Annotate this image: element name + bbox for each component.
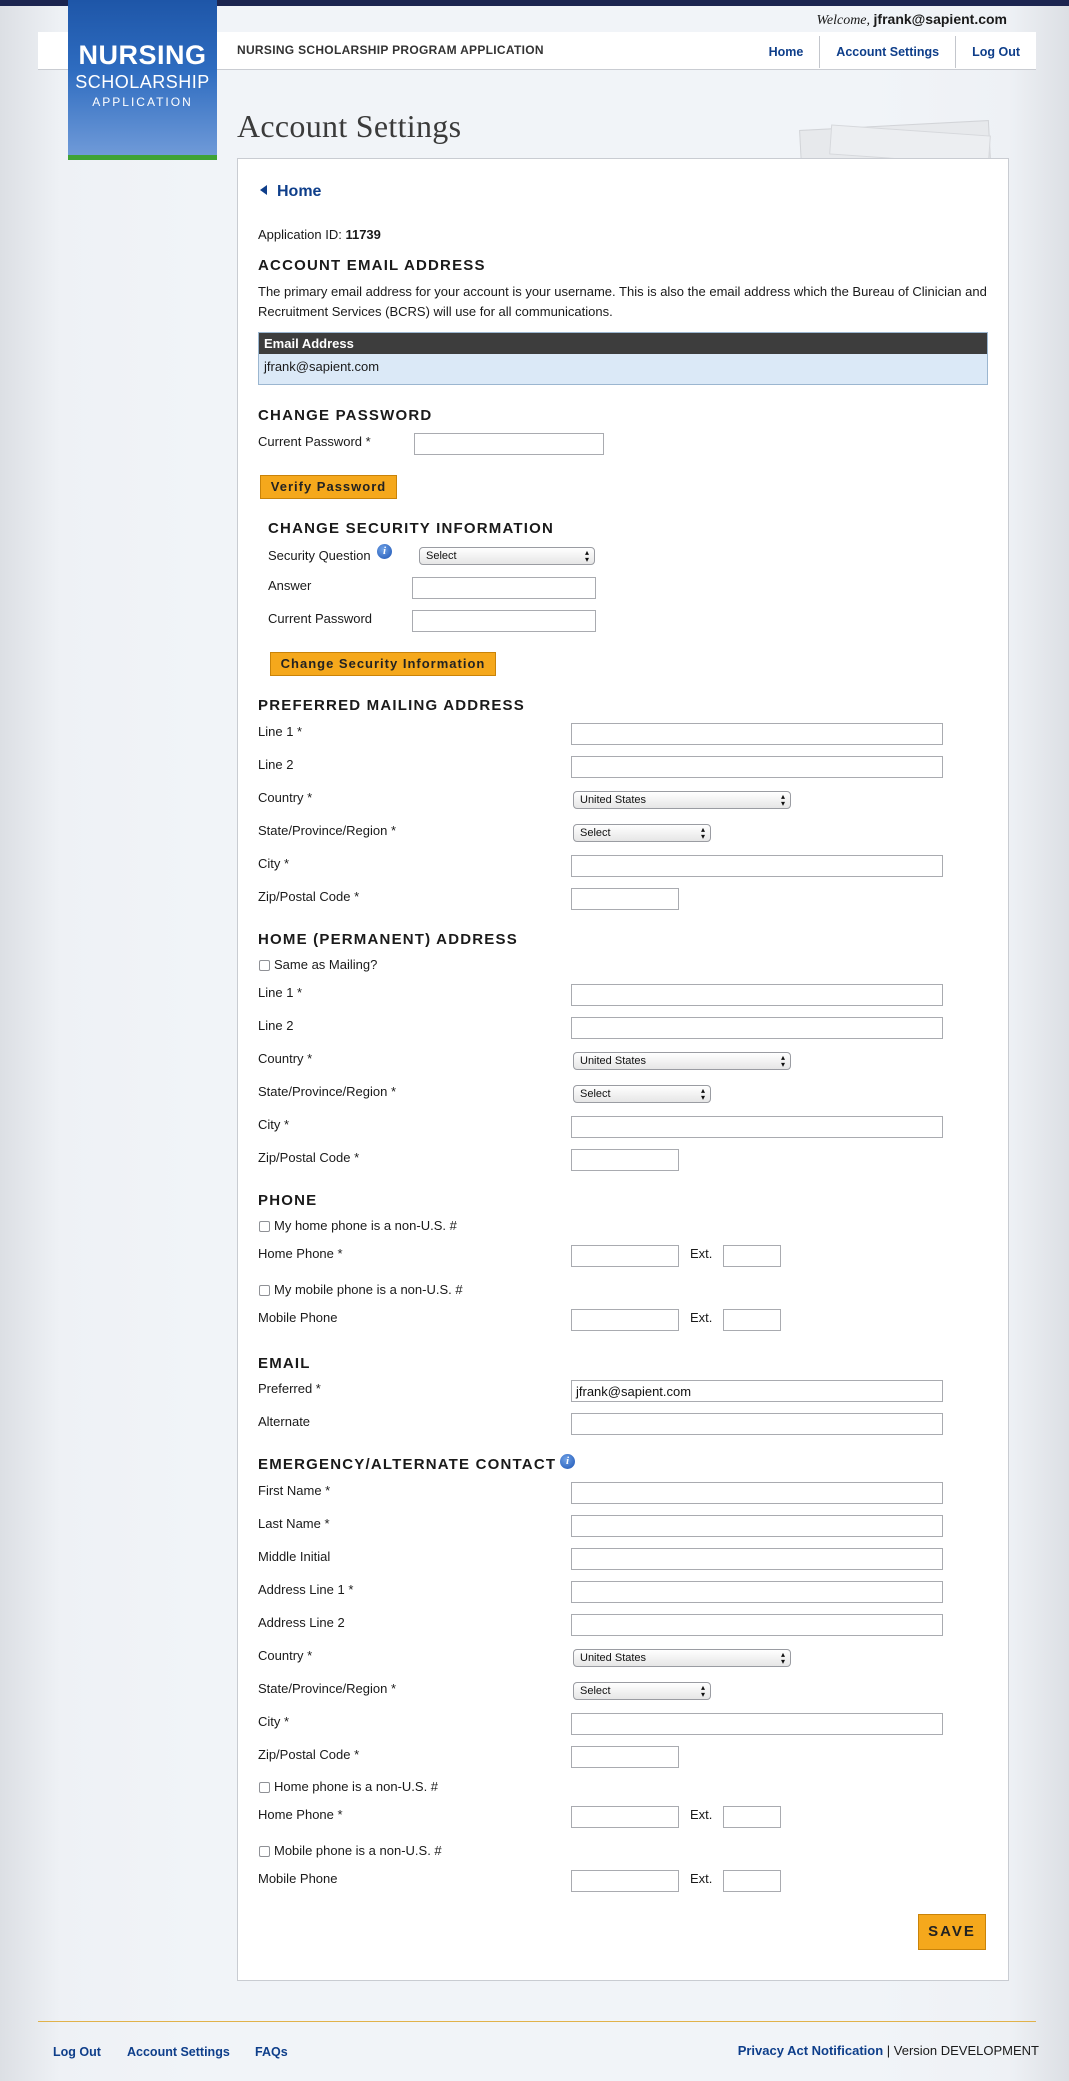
change-password-heading: CHANGE PASSWORD [258, 407, 433, 424]
phone-heading: PHONE [258, 1192, 318, 1209]
emergency-country-value: United States [580, 1652, 647, 1664]
main-panel [237, 158, 1009, 1981]
home-phone-ext-label: Ext. [690, 1246, 713, 1261]
mobile-phone-label: Mobile Phone [258, 1310, 338, 1325]
emergency-mobile-ext-input[interactable] [723, 1870, 781, 1892]
mailing-country-label: Country * [258, 790, 313, 805]
footer-log-out-link[interactable]: Log Out [53, 2045, 101, 2059]
back-home-link[interactable] [260, 183, 321, 201]
emergency-mobile-phone-label: Mobile Phone [258, 1871, 338, 1886]
account-email-description: The primary email address for your account is your username. This is also the email address which the Bureau of Clinician and Recruitment Services (BCRS) will use for all communications. [258, 284, 987, 319]
change-security-button[interactable]: Change Security Information [270, 652, 496, 676]
emergency-state-label: State/Province/Region * [258, 1681, 397, 1696]
emergency-heading: EMERGENCY/ALTERNATE CONTACT [258, 1456, 557, 1473]
emergency-home-ext-input[interactable] [723, 1806, 781, 1828]
home-line1-label: Line 1 * [258, 985, 303, 1000]
emergency-first-name-label: First Name * [258, 1483, 331, 1498]
emergency-home-ext-label: Ext. [690, 1807, 713, 1822]
select-arrow-icon: ▴ ▾ [700, 1086, 705, 1102]
preferred-email-input[interactable]: jfrank@sapient.com [571, 1380, 943, 1402]
select-arrow-icon: ▴ ▾ [780, 1650, 785, 1666]
home-country-label: Country * [258, 1051, 313, 1066]
mailing-zip-label: Zip/Postal Code * [258, 889, 360, 904]
emergency-home-phone-label: Home Phone * [258, 1807, 343, 1822]
emergency-mobile-nonus-label: Mobile phone is a non-U.S. # [274, 1843, 442, 1858]
mobile-phone-nonus-label: My mobile phone is a non-U.S. # [274, 1282, 463, 1297]
footer-account-settings-link[interactable]: Account Settings [127, 2045, 230, 2059]
email-table-header: Email Address [259, 333, 987, 354]
back-triangle-icon [260, 185, 267, 195]
welcome-message [817, 11, 1008, 29]
emergency-mobile-nonus-checkbox[interactable] [259, 1846, 270, 1857]
mobile-phone-input[interactable] [571, 1309, 679, 1331]
welcome-prefix: Welcome, [816, 13, 871, 28]
privacy-act-link[interactable]: Privacy Act Notification [737, 2043, 884, 2058]
home-city-input[interactable] [571, 1116, 943, 1138]
emergency-state-value: Select [580, 1685, 611, 1697]
mailing-state-select[interactable] [573, 824, 711, 842]
app-title: NURSING SCHOLARSHIP PROGRAM APPLICATION [237, 43, 544, 57]
home-country-select[interactable] [573, 1052, 791, 1070]
footer-right [738, 2043, 1039, 2058]
welcome-user: jfrank@sapient.com [873, 11, 1007, 27]
security-password-input[interactable] [412, 610, 596, 632]
alternate-email-input[interactable] [571, 1413, 943, 1435]
emergency-mobile-ext-label: Ext. [690, 1871, 713, 1886]
emergency-address1-label: Address Line 1 * [258, 1582, 354, 1597]
home-country-value: United States [580, 1055, 647, 1067]
select-arrow-icon: ▴ ▾ [700, 825, 705, 841]
footer-faqs-link[interactable]: FAQs [255, 2045, 288, 2059]
current-password-input[interactable] [414, 433, 604, 455]
select-arrow-icon: ▴ ▾ [584, 548, 589, 564]
mailing-zip-input[interactable] [571, 888, 679, 910]
emergency-city-label: City * [258, 1714, 290, 1729]
home-address-heading: HOME (PERMANENT) ADDRESS [258, 931, 518, 948]
mailing-state-label: State/Province/Region * [258, 823, 397, 838]
nav-account-settings[interactable]: Account Settings [819, 36, 955, 68]
save-button[interactable]: SAVE [918, 1914, 986, 1950]
version-text: | Version DEVELOPMENT [886, 2043, 1039, 2058]
home-state-select[interactable] [573, 1085, 711, 1103]
emergency-home-phone-input[interactable] [571, 1806, 679, 1828]
home-phone-nonus-checkbox[interactable] [259, 1221, 270, 1232]
account-email-heading: ACCOUNT EMAIL ADDRESS [258, 257, 486, 274]
emergency-country-select[interactable] [573, 1649, 791, 1667]
emergency-middle-initial-input[interactable] [571, 1548, 943, 1570]
same-as-mailing-label: Same as Mailing? [274, 957, 378, 972]
emergency-home-nonus-label: Home phone is a non-U.S. # [274, 1779, 439, 1794]
alternate-email-label: Alternate [258, 1414, 311, 1429]
emergency-last-name-label: Last Name * [258, 1516, 330, 1531]
emergency-city-input[interactable] [571, 1713, 943, 1735]
mobile-phone-nonus-checkbox[interactable] [259, 1285, 270, 1296]
page-title: Account Settings [237, 108, 462, 144]
emergency-country-label: Country * [258, 1648, 313, 1663]
email-heading: EMAIL [258, 1355, 311, 1372]
mailing-city-label: City * [258, 856, 290, 871]
home-state-value: Select [580, 1088, 611, 1100]
mailing-city-input[interactable] [571, 855, 943, 877]
emergency-first-name-input[interactable] [571, 1482, 943, 1504]
logo-line2: SCHOLARSHIP [75, 72, 210, 92]
mailing-line1-input[interactable] [571, 723, 943, 745]
home-zip-label: Zip/Postal Code * [258, 1150, 360, 1165]
same-as-mailing-checkbox[interactable] [259, 960, 270, 971]
emergency-zip-input[interactable] [571, 1746, 679, 1768]
preferred-email-label: Preferred * [258, 1381, 321, 1396]
mailing-line1-label: Line 1 * [258, 724, 303, 739]
emergency-home-nonus-checkbox[interactable] [259, 1782, 270, 1793]
mailing-line2-input[interactable] [571, 756, 943, 778]
home-phone-ext-input[interactable] [723, 1245, 781, 1267]
application-id-label: Application ID: [258, 227, 342, 242]
application-id [258, 227, 381, 242]
select-arrow-icon: ▴ ▾ [780, 792, 785, 808]
mailing-heading: PREFERRED MAILING ADDRESS [258, 697, 525, 714]
emergency-middle-initial-label: Middle Initial [258, 1549, 331, 1564]
mobile-phone-ext-label: Ext. [690, 1310, 713, 1325]
mailing-country-value: United States [580, 794, 647, 806]
emergency-address2-input[interactable] [571, 1614, 943, 1636]
home-phone-label: Home Phone * [258, 1246, 343, 1261]
security-answer-input[interactable] [412, 577, 596, 599]
security-question-select[interactable] [419, 547, 595, 565]
application-id-value: 11739 [345, 227, 381, 242]
security-question-label: Security Question [268, 548, 371, 563]
select-arrow-icon: ▴ ▾ [780, 1053, 785, 1069]
logo-line3: APPLICATION [92, 95, 193, 109]
emergency-address2-label: Address Line 2 [258, 1615, 345, 1630]
home-phone-input[interactable] [571, 1245, 679, 1267]
nav-home[interactable]: Home [768, 45, 804, 59]
emergency-last-name-input[interactable] [571, 1515, 943, 1537]
home-line2-label: Line 2 [258, 1018, 294, 1033]
logo[interactable] [68, 0, 217, 160]
emergency-address1-input[interactable] [571, 1581, 943, 1603]
emergency-state-select[interactable] [573, 1682, 711, 1700]
info-icon[interactable]: i [560, 1454, 575, 1469]
mailing-state-value: Select [580, 827, 611, 839]
security-heading: CHANGE SECURITY INFORMATION [268, 520, 555, 537]
emergency-zip-label: Zip/Postal Code * [258, 1747, 360, 1762]
security-answer-label: Answer [268, 578, 312, 593]
home-phone-nonus-label: My home phone is a non-U.S. # [274, 1218, 457, 1233]
email-table [258, 332, 988, 385]
emergency-mobile-phone-input[interactable] [571, 1870, 679, 1892]
select-arrow-icon: ▴ ▾ [700, 1683, 705, 1699]
security-question-value: Select [426, 550, 457, 562]
mailing-country-select[interactable] [573, 791, 791, 809]
current-password-label: Current Password * [258, 434, 371, 449]
logo-line1: NURSING [78, 40, 207, 70]
verify-password-button[interactable]: Verify Password [260, 475, 397, 499]
top-nav [753, 36, 1036, 68]
security-password-label: Current Password [268, 611, 373, 626]
home-state-label: State/Province/Region * [258, 1084, 397, 1099]
nav-log-out[interactable]: Log Out [955, 36, 1036, 68]
home-city-label: City * [258, 1117, 290, 1132]
email-table-row: jfrank@sapient.com [259, 354, 987, 384]
mobile-phone-ext-input[interactable] [723, 1309, 781, 1331]
info-icon[interactable]: i [377, 544, 392, 559]
home-line2-input[interactable] [571, 1017, 943, 1039]
home-zip-input[interactable] [571, 1149, 679, 1171]
back-link-label: Home [277, 183, 322, 200]
mailing-line2-label: Line 2 [258, 757, 294, 772]
home-line1-input[interactable] [571, 984, 943, 1006]
footer-divider [38, 2021, 1036, 2022]
